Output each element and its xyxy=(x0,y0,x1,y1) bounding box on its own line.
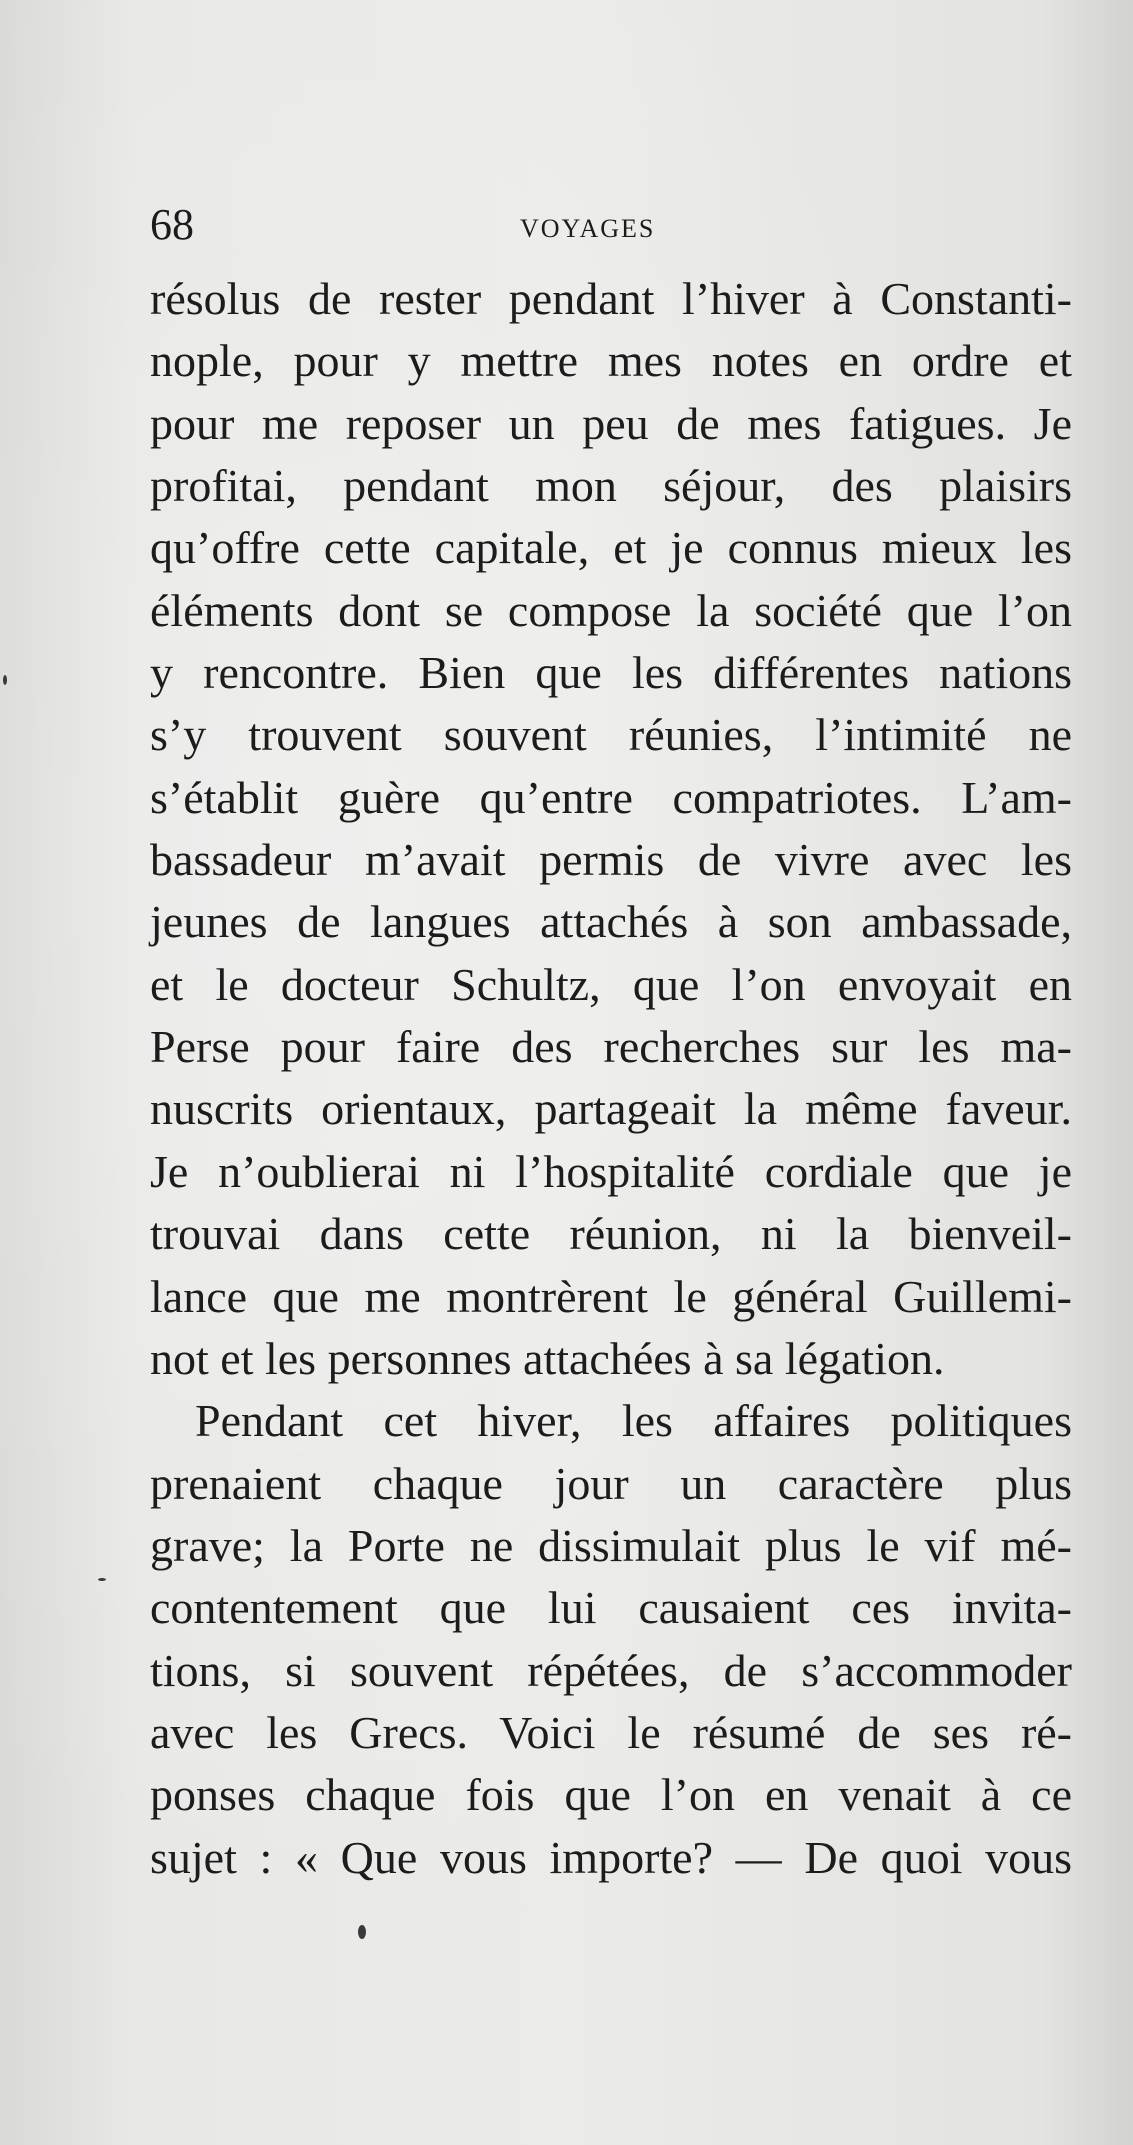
text-line: avec les Grecs. Voici le résumé de ses ré- xyxy=(150,1706,1072,1758)
text-line: ponses chaque fois que l’on en venait à ce xyxy=(150,1769,1072,1821)
text-line: éléments dont se compose la société que l’on xyxy=(150,584,1072,636)
text-line: grave; la Porte ne dissimulait plus le vif mé- xyxy=(150,1519,1072,1571)
text-line: nople, pour y mettre mes notes en ordre et xyxy=(150,335,1072,387)
text-line: et le docteur Schultz, que l’on envoyait en xyxy=(150,958,1072,1010)
text-line: Je n’oublierai ni l’hospitalité cordiale que je xyxy=(150,1145,1072,1197)
ink-speck xyxy=(358,1925,366,1939)
text-line: s’établit guère qu’entre compatriotes. L’am- xyxy=(150,771,1072,823)
text-line: not et les personnes attachées à sa légation. xyxy=(150,1332,945,1384)
text-line: résolus de rester pendant l’hiver à Constanti- xyxy=(150,273,1072,324)
text-line: y rencontre. Bien que les différentes nations xyxy=(150,647,1072,699)
text-line: pour me reposer un peu de mes fatigues. Je xyxy=(150,397,1072,449)
running-head: VOYAGES xyxy=(520,214,656,243)
text-line: Pendant cet hiver, les affaires politiques xyxy=(195,1395,1072,1447)
text-line: sujet : « Que vous importe? — De quoi vous xyxy=(150,1831,1072,1883)
text-line: tions, si souvent répétées, de s’accommoder xyxy=(150,1644,1072,1696)
text-line: bassadeur m’avait permis de vivre avec les xyxy=(150,834,1072,886)
page-number: 68 xyxy=(150,200,194,249)
text-line: prenaient chaque jour un caractère plus xyxy=(150,1457,1072,1509)
text-line: jeunes de langues attachés à son ambassade, xyxy=(150,896,1072,948)
text-line: Perse pour faire des recherches sur les ma- xyxy=(150,1021,1072,1073)
ink-speck xyxy=(3,675,7,685)
text-line: nuscrits orientaux, partageait la même faveur. xyxy=(150,1083,1072,1135)
text-line: trouvai dans cette réunion, ni la bienveil- xyxy=(150,1208,1072,1260)
body-text xyxy=(150,268,1072,1889)
text-line: profitai, pendant mon séjour, des plaisirs xyxy=(150,460,1072,512)
page-header xyxy=(150,200,1000,260)
text-line: qu’offre cette capitale, et je connus mieux les xyxy=(150,522,1072,574)
ink-speck xyxy=(98,1578,106,1581)
text-line: s’y trouvent souvent réunies, l’intimité ne xyxy=(150,709,1072,761)
text-line: contentement que lui causaient ces invita- xyxy=(150,1582,1072,1634)
text-line: lance que me montrèrent le général Guillemi- xyxy=(150,1270,1072,1322)
